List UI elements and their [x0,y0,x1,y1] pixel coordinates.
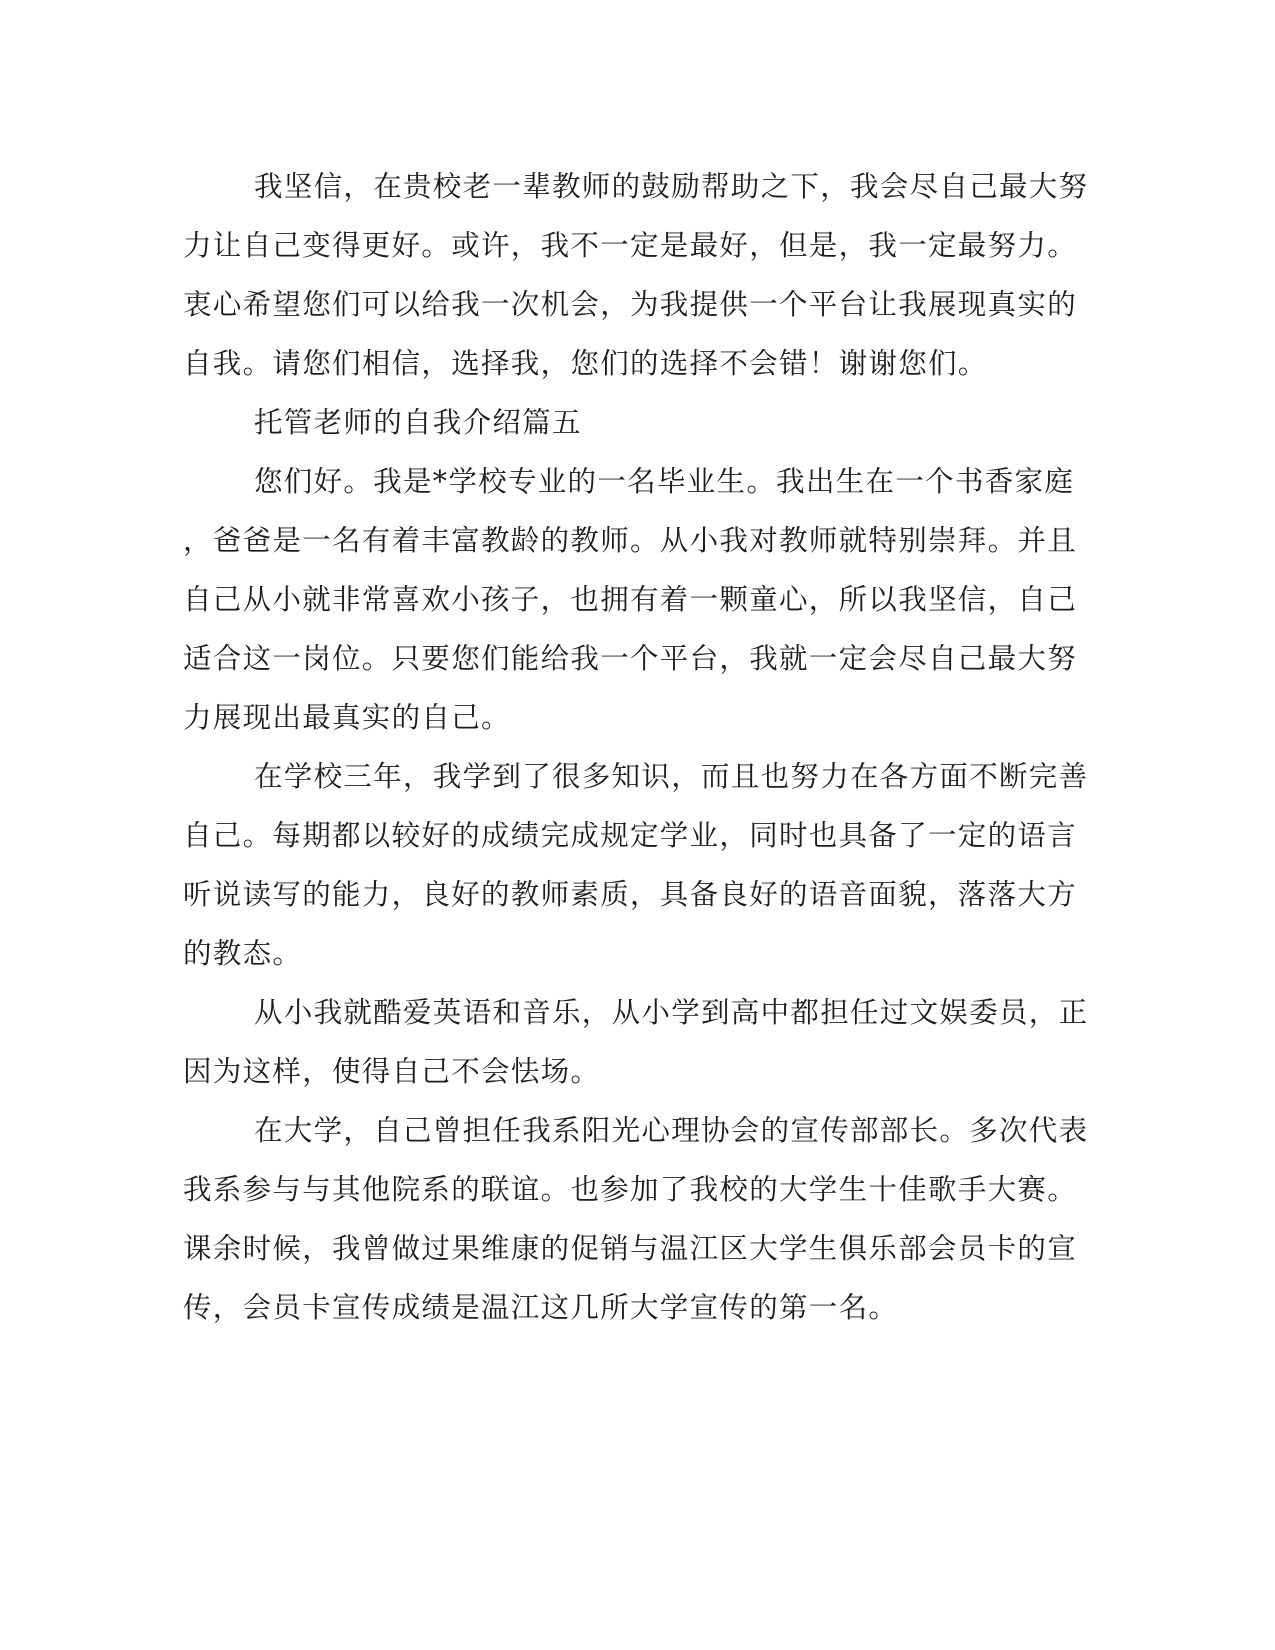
text-line: 我坚信，在贵校老一辈教师的鼓励帮助之下，我会尽自己最大努 [254,170,1089,203]
text-line: 我系参与与其他院系的联谊。也参加了我校的大学生十佳歌手大赛。 [183,1173,1078,1206]
paragraph [183,1101,1089,1337]
text-line: 自我。请您们相信，选择我，您们的选择不会错！谢谢您们。 [183,347,988,380]
text-line: 听说读写的能力，良好的教师素质，具备良好的语音面貌，落落大方 [183,878,1078,911]
paragraph [183,452,1078,747]
text-line: 力展现出最真实的自己。 [183,701,511,734]
text-line: 的教态。 [183,937,303,970]
text-line: 力让自己变得更好。或许，我不一定是最好，但是，我一定最努力。 [183,229,1078,262]
text-line: 适合这一岗位。只要您们能给我一个平台，我就一定会尽自己最大努 [183,642,1078,675]
text-line: 传，会员卡宣传成绩是温江这几所大学宣传的第一名。 [183,1291,899,1324]
text-line: 自己从小就非常喜欢小孩子，也拥有着一颗童心，所以我坚信，自己 [183,583,1078,616]
paragraph [183,157,1089,393]
document-body [183,157,1089,1337]
text-line: ，爸爸是一名有着丰富教龄的教师。从小我对教师就特别崇拜。并且 [183,524,1078,557]
text-line: 课余时候，我曾做过果维康的促销与温江区大学生俱乐部会员卡的宣 [183,1232,1078,1265]
paragraph [183,747,1089,983]
text-line: 在学校三年，我学到了很多知识，而且也努力在各方面不断完善 [254,760,1089,793]
section-title: 托管老师的自我介绍篇五 [254,406,582,439]
text-line: 在大学，自己曾担任我系阳光心理协会的宣传部部长。多次代表 [254,1114,1089,1147]
paragraph [183,983,1089,1101]
text-line: 您们好。我是*学校专业的一名毕业生。我出生在一个书香家庭 [254,465,1075,498]
text-line: 自己。每期都以较好的成绩完成规定学业，同时也具备了一定的语言 [183,819,1078,852]
text-line: 从小我就酷爱英语和音乐，从小学到高中都担任过文娱委员，正 [254,996,1089,1029]
text-line: 因为这样，使得自己不会怯场。 [183,1055,601,1088]
text-line: 衷心希望您们可以给我一次机会，为我提供一个平台让我展现真实的 [183,288,1078,321]
